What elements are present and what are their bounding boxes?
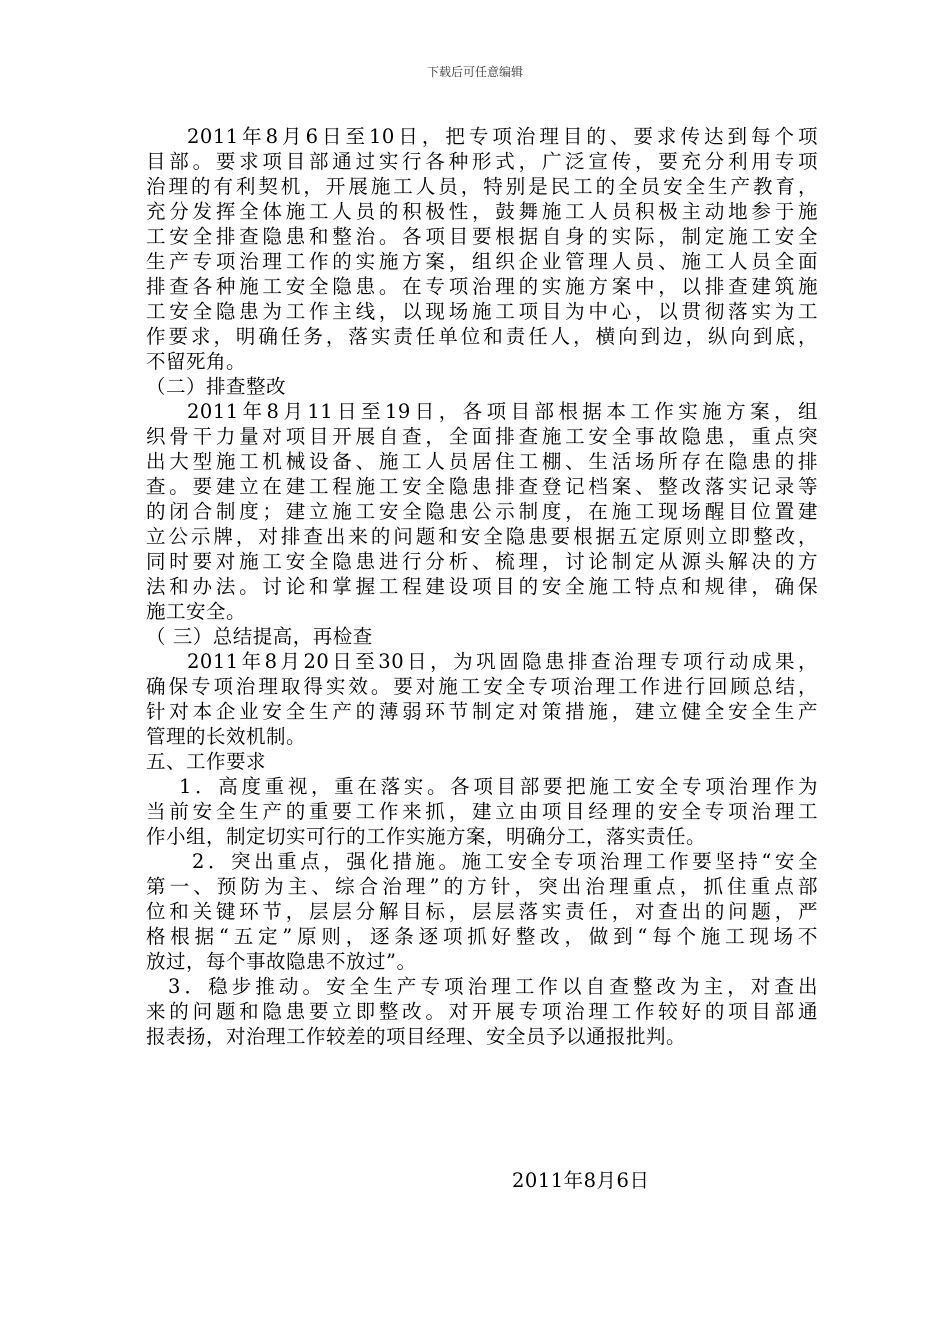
section-heading-5: 五、工作要求 [146, 750, 267, 773]
para2-line: 立公示牌，对排查出来的问题和安全隐患要根据五定原则立即整改， [146, 525, 818, 548]
para3-line: 管理的长效机制。 [146, 725, 307, 748]
requirement-2-line: 位和关键环节，层层分解目标，层层落实责任，对查出的问题，严 [146, 900, 818, 923]
para3-line: 确保专项治理取得实效。要对施工安全专项治理工作进行回顾总结， [146, 675, 818, 698]
requirement-1-line: 1．高度重视，重在落实。各项目部要把施工安全专项治理作为 [179, 775, 818, 798]
document-body [146, 124, 818, 1049]
requirement-3-line: 来的问题和隐患要立即整改。对开展专项治理工作较好的项目部通 [146, 1000, 818, 1023]
para1-line: 工安全隐患为工作主线，以现场施工项目为中心，以贯彻落实为工 [146, 300, 818, 323]
para1-line: 2011年8月6日至10日，把专项治理目的、要求传达到每个项 [187, 125, 818, 148]
section-heading-2: （二）排查整改 [146, 375, 287, 398]
requirement-3-line: 3．稳步推动。安全生产专项治理工作以自查整改为主，对查出 [168, 975, 818, 998]
requirement-1-line: 当前安全生产的重要工作来抓，建立由项目经理的安全专项治理工 [146, 800, 818, 823]
para2-line: 查。要建立在建工程施工安全隐患排查登记档案、整改落实记录等 [146, 475, 818, 498]
requirement-2-line: 放过，每个事故隐患不放过”。 [146, 950, 417, 973]
section-heading-3: （ 三）总结提高，再检查 [146, 625, 373, 648]
requirement-3-line: 报表扬，对治理工作较差的项目经理、安全员予以通报批判。 [146, 1025, 687, 1048]
para2-line: 施工安全。 [146, 600, 247, 623]
page-header-note: 下载后可任意编辑 [426, 65, 523, 79]
requirement-2-line: 格根据“五定”原则，逐条逐项抓好整改，做到“每个施工现场不 [146, 925, 818, 948]
requirement-2-line: 2．突出重点，强化措施。施工安全专项治理工作要坚持“安全 [192, 850, 818, 873]
para2-line: 法和办法。讨论和掌握工程建设项目的安全施工特点和规律，确保 [146, 575, 818, 598]
para1-line: 排查各种施工安全隐患。在专项治理的实施方案中，以排查建筑施 [146, 275, 818, 298]
para1-line: 不留死角。 [146, 350, 247, 373]
para1-line: 治理的有利契机，开展施工人员，特别是民工的全员安全生产教育， [146, 175, 818, 198]
para1-line: 生产专项治理工作的实施方案，组织企业管理人员、施工人员全面 [146, 250, 818, 273]
para2-line: 同时要对施工安全隐患进行分析、梳理，讨论制定从源头解决的方 [146, 550, 818, 573]
para2-line: 的闭合制度；建立施工安全隐患公示制度，在施工现场醒目位置建 [146, 500, 818, 523]
requirement-1-line: 作小组，制定切实可行的工作实施方案，明确分工，落实责任。 [146, 825, 707, 848]
document-date: 2011年8月6日 [512, 1169, 650, 1192]
para3-line: 2011年8月20日至30日，为巩固隐患排查治理专项行动成果， [187, 650, 818, 673]
para1-line: 作要求，明确任务，落实责任单位和责任人，横向到边，纵向到底， [146, 325, 818, 348]
para2-line: 织骨干力量对项目开展自查，全面排查施工安全事故隐患，重点突 [146, 425, 818, 448]
para3-line: 针对本企业安全生产的薄弱环节制定对策措施，建立健全安全生产 [146, 700, 818, 723]
para1-line: 充分发挥全体施工人员的积极性，鼓舞施工人员积极主动地参于施 [146, 200, 818, 223]
para1-line: 目部。要求项目部通过实行各种形式，广泛宣传，要充分利用专项 [146, 150, 818, 173]
para2-line: 2011年8月11日至19日，各项目部根据本工作实施方案，组 [187, 400, 818, 423]
para1-line: 工安全排查隐患和整治。各项目要根据自身的实际，制定施工安全 [146, 225, 818, 248]
para2-line: 出大型施工机械设备、施工人员居住工棚、生活场所存在隐患的排 [146, 450, 818, 473]
requirement-2-line: 第一、预防为主、综合治理”的方针，突出治理重点，抓住重点部 [146, 875, 818, 898]
